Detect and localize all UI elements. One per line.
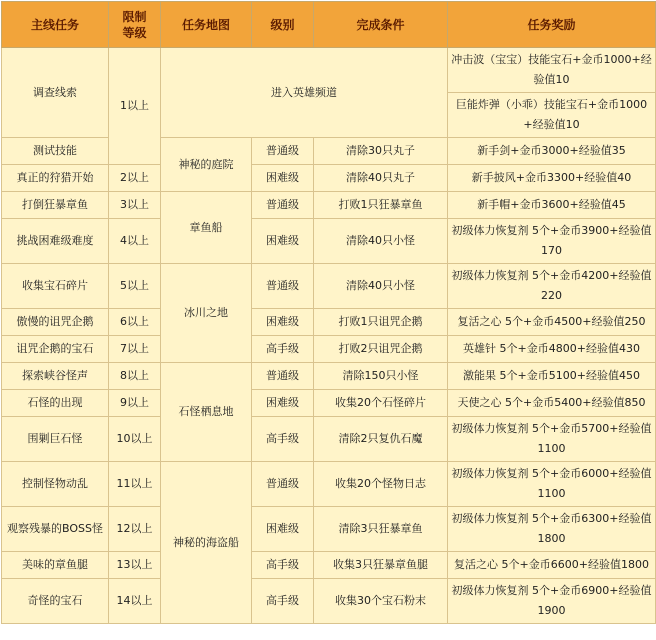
completion-condition: 清除3只狂暴章鱼	[314, 507, 448, 552]
level-requirement: 11以上	[109, 462, 161, 507]
header-condition: 完成条件	[314, 2, 448, 48]
task-reward: 新手剑+金币3000+经验值35	[448, 138, 656, 165]
task-reward: 激能果 5个+金币5100+经验值450	[448, 363, 656, 390]
level-requirement: 3以上	[109, 192, 161, 219]
table-row	[2, 390, 656, 417]
task-reward: 初级体力恢复剂 5个+金币6000+经验值1100	[448, 462, 656, 507]
task-reward: 新手帽+金币3600+经验值45	[448, 192, 656, 219]
task-name: 探索峡谷怪声	[2, 363, 109, 390]
task-name: 测试技能	[2, 138, 109, 165]
task-name: 挑战困难级难度	[2, 219, 109, 264]
level-requirement: 13以上	[109, 552, 161, 579]
difficulty: 普通级	[252, 462, 314, 507]
task-reward: 冲击波（宝宝）技能宝石+金币1000+经验值10	[448, 48, 656, 93]
task-map: 神秘的海盗船	[161, 462, 252, 624]
table-row	[2, 552, 656, 579]
task-reward: 初级体力恢复剂 5个+金币6300+经验值1800	[448, 507, 656, 552]
task-name: 控制怪物动乱	[2, 462, 109, 507]
level-requirement: 7以上	[109, 336, 161, 363]
task-map: 冰川之地	[161, 264, 252, 363]
task-reward: 初级体力恢复剂 5个+金币5700+经验值1100	[448, 417, 656, 462]
completion-condition: 打败1只狂暴章鱼	[314, 192, 448, 219]
level-requirement: 10以上	[109, 417, 161, 462]
header-level-req: 限制等级	[109, 2, 161, 48]
difficulty: 困难级	[252, 165, 314, 192]
completion-condition: 清除2只复仇石魔	[314, 417, 448, 462]
task-name: 美味的章鱼腿	[2, 552, 109, 579]
table-row	[2, 138, 656, 165]
level-requirement: 6以上	[109, 309, 161, 336]
task-reward: 英雄针 5个+金币4800+经验值430	[448, 336, 656, 363]
main-quest-table	[1, 1, 656, 624]
difficulty: 普通级	[252, 138, 314, 165]
completion-condition: 清除40只丸子	[314, 165, 448, 192]
task-reward: 初级体力恢复剂 5个+金币3900+经验值170	[448, 219, 656, 264]
task-name: 奇怪的宝石	[2, 579, 109, 624]
difficulty: 普通级	[252, 264, 314, 309]
table-row	[2, 165, 656, 192]
difficulty: 普通级	[252, 363, 314, 390]
completion-condition: 收集3只狂暴章鱼腿	[314, 552, 448, 579]
completion-condition: 清除40只小怪	[314, 219, 448, 264]
task-name: 调查线索	[2, 48, 109, 138]
level-requirement: 9以上	[109, 390, 161, 417]
difficulty: 高手级	[252, 417, 314, 462]
task-name: 真正的狩猎开始	[2, 165, 109, 192]
task-reward: 天使之心 5个+金币5400+经验值850	[448, 390, 656, 417]
header-main-task: 主线任务	[2, 2, 109, 48]
task-reward: 初级体力恢复剂 5个+金币4200+经验值220	[448, 264, 656, 309]
task-reward: 新手披风+金币3300+经验值40	[448, 165, 656, 192]
task-name: 石怪的出现	[2, 390, 109, 417]
completion-condition: 打败1只诅咒企鹅	[314, 309, 448, 336]
task-reward: 巨能炸弹（小乖）技能宝石+金币1000+经验值10	[448, 93, 656, 138]
task-name: 打倒狂暴章鱼	[2, 192, 109, 219]
task-name: 诅咒企鹅的宝石	[2, 336, 109, 363]
level-requirement: 2以上	[109, 165, 161, 192]
table-row	[2, 192, 656, 219]
table-row	[2, 309, 656, 336]
completion-condition: 打败2只诅咒企鹅	[314, 336, 448, 363]
task-name: 收集宝石碎片	[2, 264, 109, 309]
task-name: 围剿巨石怪	[2, 417, 109, 462]
task-map: 神秘的庭院	[161, 138, 252, 192]
table-row	[2, 219, 656, 264]
table-row	[2, 48, 656, 93]
completion-condition: 清除150只小怪	[314, 363, 448, 390]
table-row	[2, 507, 656, 552]
task-map: 章鱼船	[161, 192, 252, 264]
difficulty: 困难级	[252, 309, 314, 336]
header-difficulty: 级别	[252, 2, 314, 48]
completion-condition: 收集30个宝石粉末	[314, 579, 448, 624]
difficulty: 困难级	[252, 390, 314, 417]
level-requirement: 4以上	[109, 219, 161, 264]
table-row	[2, 579, 656, 624]
task-name: 观察残暴的BOSS怪	[2, 507, 109, 552]
table-row	[2, 363, 656, 390]
difficulty: 困难级	[252, 219, 314, 264]
difficulty: 高手级	[252, 579, 314, 624]
difficulty: 高手级	[252, 552, 314, 579]
level-requirement: 14以上	[109, 579, 161, 624]
difficulty: 困难级	[252, 507, 314, 552]
table-row	[2, 264, 656, 309]
difficulty: 高手级	[252, 336, 314, 363]
difficulty: 普通级	[252, 192, 314, 219]
level-requirement: 12以上	[109, 507, 161, 552]
task-name: 傲慢的诅咒企鹅	[2, 309, 109, 336]
task-map: 进入英雄频道	[161, 48, 448, 138]
level-requirement: 5以上	[109, 264, 161, 309]
completion-condition: 清除30只丸子	[314, 138, 448, 165]
task-reward: 复活之心 5个+金币4500+经验值250	[448, 309, 656, 336]
task-map: 石怪栖息地	[161, 363, 252, 462]
task-reward: 初级体力恢复剂 5个+金币6900+经验值1900	[448, 579, 656, 624]
header-task-map: 任务地图	[161, 2, 252, 48]
table-row	[2, 462, 656, 507]
level-requirement: 8以上	[109, 363, 161, 390]
level-requirement: 1以上	[109, 48, 161, 165]
table-row	[2, 336, 656, 363]
header-reward: 任务奖励	[448, 2, 656, 48]
task-reward: 复活之心 5个+金币6600+经验值1800	[448, 552, 656, 579]
completion-condition: 清除40只小怪	[314, 264, 448, 309]
header-row	[2, 2, 656, 48]
table-row	[2, 417, 656, 462]
completion-condition: 收集20个怪物日志	[314, 462, 448, 507]
completion-condition: 收集20个石怪碎片	[314, 390, 448, 417]
